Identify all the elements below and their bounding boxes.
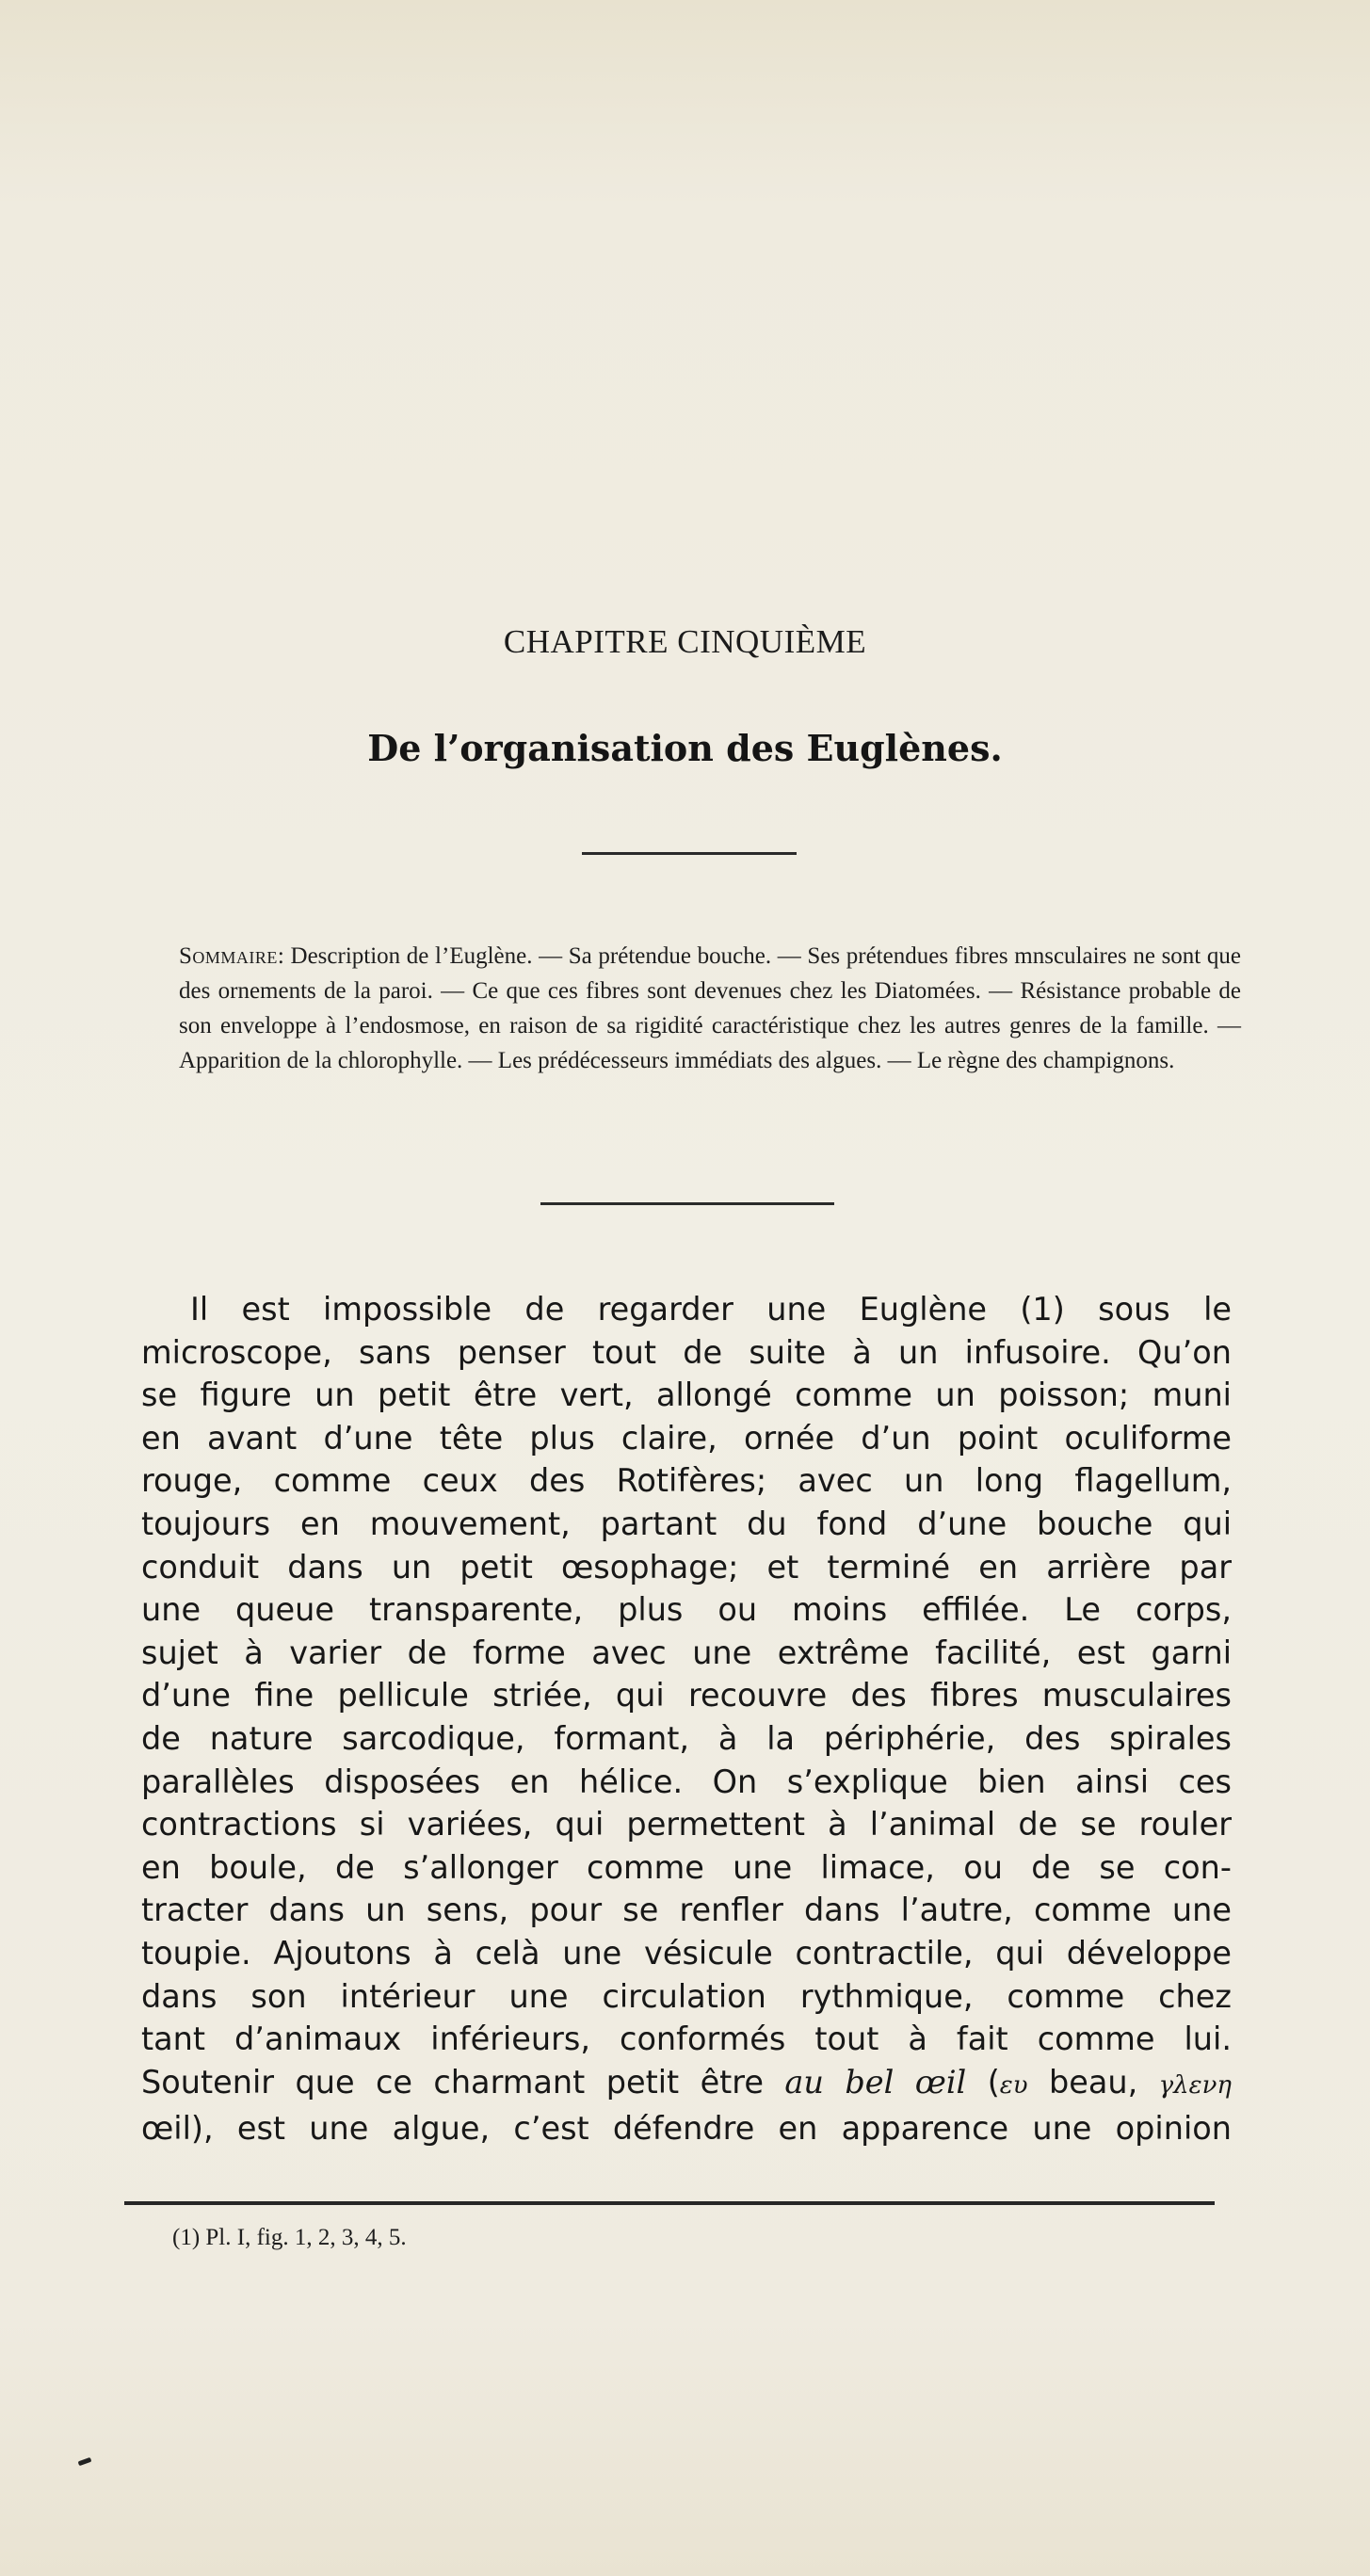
body-line: une queue transparente, plus ou moins effilée. Le corps, [141,1591,1232,1629]
body-line: toupie. Ajoutons à celà une vésicule contractile, qui développe [141,1934,1232,1972]
body-line: Il est impossible de regarder une Euglène (1) sous le [190,1291,1232,1328]
body-line [141,2061,1232,2108]
body-line: en boule, de s’allonger comme une limace, ou de se con- [141,1848,1232,1886]
body-line: d’une fine pellicule striée, qui recouvre des fibres musculaires [141,1677,1232,1715]
body-line: toujours en mouvement, partant du fond d’une bouche qui [141,1505,1232,1542]
summary-label: Sommaire [179,943,278,969]
footnote-divider [124,2201,1215,2205]
chapter-summary [179,939,1241,1078]
body-line: microscope, sans penser tout de suite à un infusoire. Qu’on [141,1333,1232,1371]
body-line: dans son intérieur une circulation rythmique, comme chez [141,1977,1232,2015]
greek-word: γλενη [1158,2070,1232,2100]
body-line: parallèles disposées en hélice. On s’explique bien ainsi ces [141,1763,1232,1800]
body-line-start: Soutenir que ce charmant petit être [141,2063,785,2101]
body-line: tracter dans un sens, pour se renfler dans l’autre, comme une [141,1892,1232,1929]
body-line: de nature sarcodique, formant, à la périphérie, des spirales [141,1719,1232,1757]
body-line: contractions si variées, qui permettent à l’animal de se rouler [141,1806,1232,1843]
body-line: sujet à varier de forme avec une extrême facilité, est garni [141,1634,1232,1671]
body-line-middle: beau, [1027,2063,1159,2101]
italic-phrase: au bel œil [784,2063,967,2101]
chapter-heading: CHAPITRE CINQUIÈME [503,623,867,660]
ink-mark [78,2457,92,2466]
paren-open: ( [966,2063,1000,2101]
body-line: rouge, comme ceux des Rotifères; avec un long flagellum, [141,1462,1232,1500]
body-line: œil), est une algue, c’est défendre en apparence une opinion [141,2110,1232,2148]
summary-text: : Description de l’Euglène. — Sa prétendue bouche. — Ses prétendues fibres mnsculaires ne sont que des ornements de la paroi. — Ce que ces fibres sont devenues chez les Diatomées. — Résistance probable de son enveloppe à l’endosmose, en raison de sa rigidité caractéristique chez les autres genres de la famille. — Apparition de la chlorophylle. — Les prédécesseurs immédiats des algues. — Le règne des champignons. [179,943,1241,1073]
body-line: se figure un petit être vert, allongé comme un poisson; muni [141,1377,1232,1414]
chapter-title: De l’organisation des Euglènes. [367,727,1003,769]
summary-divider [540,1202,834,1205]
footnote: (1) Pl. I, fig. 1, 2, 3, 4, 5. [172,2225,407,2250]
body-line: conduit dans un petit œsophage; et terminé en arrière par [141,1548,1232,1586]
body-line: en avant d’une tête plus claire, ornée d’un point oculiforme [141,1419,1232,1457]
body-line: tant d’animaux inférieurs, conformés tout à fait comme lui. [141,2021,1232,2058]
title-divider [582,852,797,855]
body-text [141,1288,1232,2150]
greek-word: ευ [999,2070,1028,2100]
